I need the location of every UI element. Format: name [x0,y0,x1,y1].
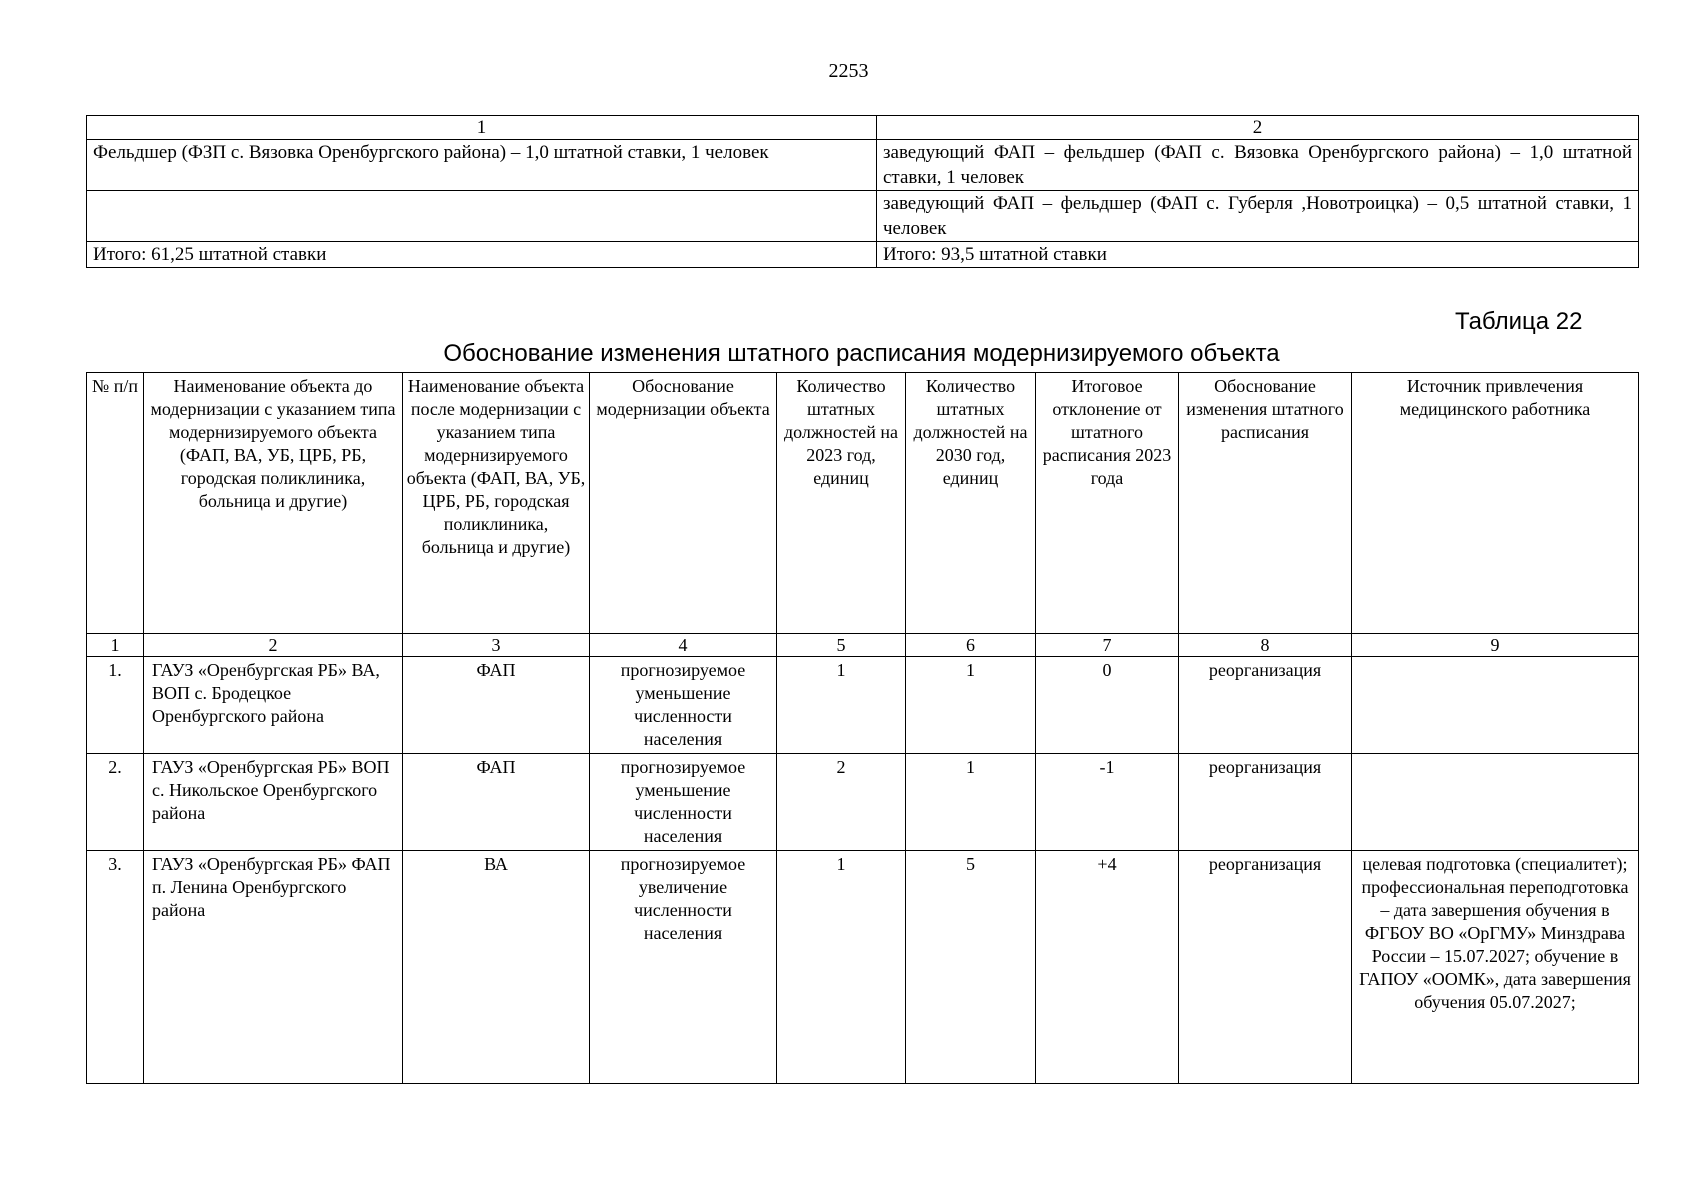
table-cell: ГАУЗ «Оренбургская РБ» ВОП с. Никольское Оренбургского района [144,754,403,851]
table-title: Обоснование изменения штатного расписания модернизируемого объекта [443,340,1280,367]
table-cell: 2. [87,754,144,851]
table-cell: прогнозируемое уменьшение численности населения [590,754,777,851]
table-cell: 2 [777,754,906,851]
table-cell [87,191,877,242]
table-cell: ГАУЗ «Оренбургская РБ» ВА, ВОП с. Бродецкое Оренбургского района [144,657,403,754]
table-cell: 1 [906,754,1036,851]
column-number: 2 [144,634,403,657]
column-header: 2 [877,116,1639,140]
column-header: Наименование объекта после модернизации с указанием типа модернизируемого объекта (ФАП, ВА, УБ, ЦРБ, РБ, городская поликлиника, больница и другие) [403,373,590,634]
table-cell: ФАП [403,657,590,754]
table-row [87,191,1639,242]
column-header: Итоговое отклонение от штатного расписания 2023 года [1036,373,1179,634]
column-header: № п/п [87,373,144,634]
table-cell: 3. [87,851,144,1084]
column-number: 1 [87,634,144,657]
column-number: 9 [1352,634,1639,657]
table-header-row [87,116,1639,140]
table-cell: 1 [777,851,906,1084]
column-header: Обоснование модернизации объекта [590,373,777,634]
table-row [87,657,1639,754]
table-caption: Таблица 22 [1455,308,1583,335]
table-cell: заведующий ФАП – фельдшер (ФАП с. Губерля ,Новотроицка) – 0,5 штатной ставки, 1 человек [877,191,1639,242]
table-cell: ВА [403,851,590,1084]
table-cell: ГАУЗ «Оренбургская РБ» ФАП п. Ленина Оренбургского района [144,851,403,1084]
column-number: 5 [777,634,906,657]
table-cell: -1 [1036,754,1179,851]
table-row [87,754,1639,851]
table-cell [1352,754,1639,851]
column-header: Количество штатных должностей на 2030 год, единиц [906,373,1036,634]
table-cell: реорганизация [1179,657,1352,754]
table-cell: +4 [1036,851,1179,1084]
table-cell: 5 [906,851,1036,1084]
table-cell: Итого: 61,25 штатной ставки [87,242,877,268]
table-cell: заведующий ФАП – фельдшер (ФАП с. Вязовка Оренбургского района) – 1,0 штатной ставки, 1 человек [877,140,1639,191]
table-cell: Фельдшер (ФЗП с. Вязовка Оренбургского района) – 1,0 штатной ставки, 1 человек [87,140,877,191]
staffing-justification-table [86,372,1639,1084]
table-row-total [87,242,1639,268]
column-number: 7 [1036,634,1179,657]
table-row [87,851,1639,1084]
table-cell: 1 [777,657,906,754]
staff-summary-table [86,115,1639,268]
column-header: Наименование объекта до модернизации с указанием типа модернизируемого объекта (ФАП, ВА, УБ, ЦРБ, РБ, городская поликлиника, больница и другие) [144,373,403,634]
column-number: 4 [590,634,777,657]
column-number-row [87,634,1639,657]
column-number: 8 [1179,634,1352,657]
table-row [87,140,1639,191]
table-cell: прогнозируемое увеличение численности населения [590,851,777,1084]
column-header: Обоснование изменения штатного расписания [1179,373,1352,634]
table-cell: ФАП [403,754,590,851]
column-number: 6 [906,634,1036,657]
table-cell: Итого: 93,5 штатной ставки [877,242,1639,268]
column-header: Количество штатных должностей на 2023 год, единиц [777,373,906,634]
column-header: 1 [87,116,877,140]
table-cell: реорганизация [1179,754,1352,851]
table-cell: реорганизация [1179,851,1352,1084]
table-cell: прогнозируемое уменьшение численности населения [590,657,777,754]
table-header-row [87,373,1639,634]
table-cell: 1. [87,657,144,754]
table-cell: целевая подготовка (специалитет); профессиональная переподготовка – дата завершения обучения в ФГБОУ ВО «ОрГМУ» Минздрава России – 15.07.2027; обучение в ГАПОУ «ООМК», дата завершения обучения 05.07.2027; [1352,851,1639,1084]
column-header: Источник привлечения медицинского работника [1352,373,1639,634]
page-number: 2253 [828,60,869,82]
table-cell [1352,657,1639,754]
column-number: 3 [403,634,590,657]
table-cell: 1 [906,657,1036,754]
table-cell: 0 [1036,657,1179,754]
